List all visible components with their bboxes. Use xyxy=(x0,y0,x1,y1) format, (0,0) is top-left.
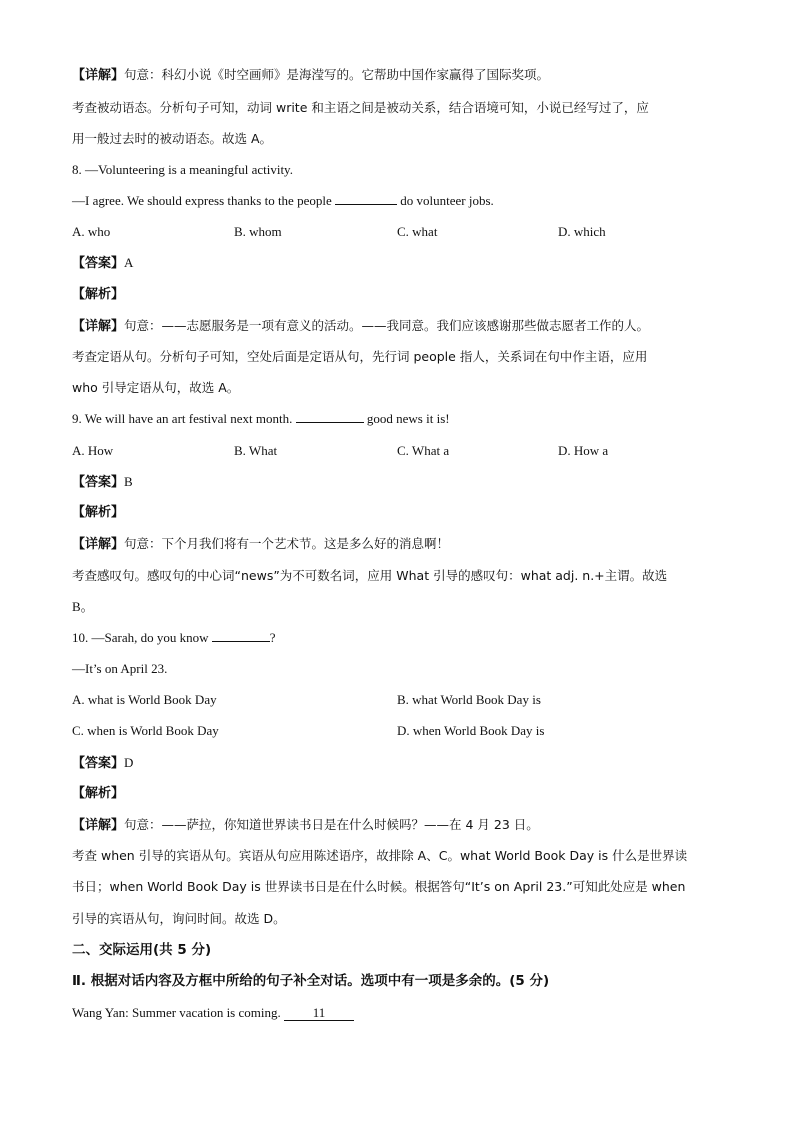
q10-option-c: C. when is World Book Day xyxy=(72,723,219,738)
answer-tag: 【答案】 xyxy=(72,256,125,271)
answer-value: B xyxy=(124,474,133,489)
q9-detail-line1 xyxy=(72,535,449,554)
q7-detail-line3: 用一般过去时的被动语态。故选 A。 xyxy=(72,131,273,146)
q9-stem xyxy=(72,410,450,428)
q8-detail-text: 句意：——志愿服务是一项有意义的活动。——我同意。我们应该感谢那些做志愿者工作的人。 xyxy=(124,318,650,333)
q8-option-d: D. which xyxy=(558,224,606,239)
q9-detail-line2: 考查感叹句。感叹句的中心词“news”为不可数名词，应用 What 引导的感叹句：what adj. n.+主谓。故选 xyxy=(72,568,668,583)
q10-stem1 xyxy=(72,629,276,647)
answer-value: D xyxy=(124,755,134,770)
q10-detail-text: 句意：——萨拉，你知道世界读书日是在什么时候吗？——在 4 月 23 日。 xyxy=(124,817,539,832)
q9-detail-line3: B。 xyxy=(72,599,94,614)
detail-tag: 【详解】 xyxy=(72,319,125,334)
answer-tag: 【答案】 xyxy=(72,756,125,771)
q10-stem1-part2: ? xyxy=(269,630,276,645)
q8-stem1: 8. —Volunteering is a meaningful activity. xyxy=(72,162,293,177)
detail-tag: 【详解】 xyxy=(72,818,125,833)
q8-option-b: B. whom xyxy=(234,224,282,239)
q8-detail-line1 xyxy=(72,317,649,336)
q10-analysis-tag: 【解析】 xyxy=(72,786,125,801)
q10-option-a: A. what is World Book Day xyxy=(72,692,217,707)
answer-blank xyxy=(335,192,397,205)
q9-answer xyxy=(72,473,133,492)
dialog-line-wang-yan xyxy=(72,1004,354,1022)
q10-detail-line4: 引导的宾语从句，询问时间。故选 D。 xyxy=(72,911,286,926)
blank-number: 11 xyxy=(312,1005,326,1020)
q9-stem-part1: 9. We will have an art festival next month. xyxy=(72,411,293,426)
q9-option-a: A. How xyxy=(72,443,114,458)
q10-detail-line1 xyxy=(72,816,539,835)
detail-tag: 【详解】 xyxy=(72,68,125,83)
q8-detail-line3: who 引导定语从句，故选 A。 xyxy=(72,380,240,395)
q8-option-a: A. who xyxy=(72,224,111,239)
q10-detail-line2: 考查 when 引导的宾语从句。宾语从句应用陈述语序，故排除 A、C。what World Book Day is 什么是世界读 xyxy=(72,848,688,863)
q8-detail-line2: 考查定语从句。分析句子可知，空处后面是定语从句，先行词 people 指人，关系词在句中作主语，应用 xyxy=(72,349,648,364)
section-title: 二、交际运用(共 5 分) xyxy=(72,942,212,958)
q10-stem1-part1: 10. —Sarah, do you know xyxy=(72,630,209,645)
detail-tag: 【详解】 xyxy=(72,537,125,552)
q9-detail-text: 句意：下个月我们将有一个艺术节。这是多么好的消息啊！ xyxy=(124,536,450,551)
answer-tag: 【答案】 xyxy=(72,475,125,490)
answer-value: A xyxy=(124,255,134,270)
q9-analysis-tag: 【解析】 xyxy=(72,505,125,520)
q8-answer xyxy=(72,254,133,273)
q9-stem-part2: good news it is! xyxy=(366,411,450,426)
numbered-blank xyxy=(284,1006,354,1021)
q8-analysis-tag: 【解析】 xyxy=(72,287,125,302)
q10-detail-line3: 书日；when World Book Day is 世界读书日是在什么时候。根据答句“It’s on April 23.”可知此处应是 when xyxy=(72,879,686,894)
dialog-text: Wang Yan: Summer vacation is coming. xyxy=(72,1005,281,1020)
q9-option-d: D. How a xyxy=(558,443,609,458)
q10-option-b: B. what World Book Day is xyxy=(397,692,541,707)
q7-detail-line2: 考查被动语态。分析句子可知，动词 write 和主语之间是被动关系，结合语境可知，小说已经写过了，应 xyxy=(72,100,649,115)
q10-option-d: D. when World Book Day is xyxy=(397,723,545,738)
section-instructions: Ⅱ. 根据对话内容及方框中所给的句子补全对话。选项中有一项是多余的。(5 分) xyxy=(72,973,550,989)
q8-option-c: C. what xyxy=(397,224,438,239)
q9-option-c: C. What a xyxy=(397,443,450,458)
q8-stem2 xyxy=(72,192,494,210)
q8-stem2-part2: do volunteer jobs. xyxy=(400,193,494,208)
q10-answer xyxy=(72,754,133,773)
q7-detail-line1 xyxy=(72,66,549,85)
q8-stem2-part1: —I agree. We should express thanks to the people xyxy=(72,193,332,208)
q10-stem2: —It’s on April 23. xyxy=(72,661,168,676)
q7-detail-text: 句意：科幻小说《时空画师》是海滢写的。它帮助中国作家赢得了国际奖项。 xyxy=(124,67,550,82)
answer-blank xyxy=(296,410,364,423)
q9-option-b: B. What xyxy=(234,443,278,458)
answer-blank xyxy=(212,629,270,642)
